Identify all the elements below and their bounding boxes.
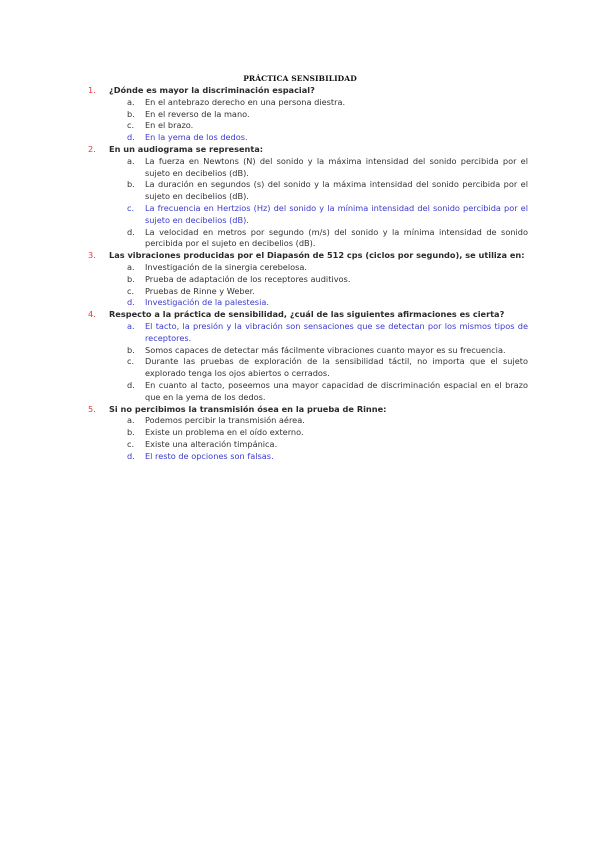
option-letter: b. bbox=[127, 344, 135, 355]
option-3d-correct bbox=[88, 297, 528, 309]
option-2a bbox=[88, 156, 528, 180]
option-5d-correct bbox=[88, 451, 528, 463]
question-number: 5. bbox=[88, 403, 96, 414]
option-letter: a. bbox=[127, 96, 135, 107]
option-1d-correct bbox=[88, 132, 528, 144]
option-4b bbox=[88, 345, 528, 357]
option-text: El resto de opciones son falsas. bbox=[145, 450, 274, 461]
option-text: Investigación de la palestesia. bbox=[145, 297, 269, 308]
question-number: 2. bbox=[88, 143, 96, 154]
option-letter: c. bbox=[127, 356, 135, 367]
option-2c-correct bbox=[88, 203, 528, 227]
option-text: Prueba de adaptación de los receptores auditivos. bbox=[145, 273, 351, 284]
option-5a bbox=[88, 415, 528, 427]
option-text: En el antebrazo derecho en una persona diestra. bbox=[145, 96, 346, 107]
question-number: 3. bbox=[88, 250, 96, 261]
option-text: Somos capaces de detectar más fácilmente vibraciones cuanto mayor es su frecuencia. bbox=[145, 344, 506, 355]
question-1 bbox=[88, 85, 528, 97]
option-text: En la yema de los dedos. bbox=[145, 132, 248, 143]
option-5b bbox=[88, 427, 528, 439]
option-1b bbox=[88, 109, 528, 121]
option-letter: a. bbox=[127, 320, 135, 331]
option-letter: c. bbox=[127, 285, 135, 296]
option-letter: a. bbox=[127, 261, 135, 272]
option-text: Investigación de la sinergia cerebelosa. bbox=[145, 261, 308, 272]
question-text: En un audiograma se representa: bbox=[109, 143, 264, 154]
option-letter: d. bbox=[127, 297, 135, 308]
page-title: PRÁCTICA SENSIBILIDAD bbox=[243, 74, 357, 83]
option-letter: c. bbox=[127, 202, 135, 213]
option-4c bbox=[88, 356, 528, 380]
question-number: 4. bbox=[88, 309, 96, 320]
option-text: La frecuencia en Hertzios (Hz) del sonido y la mínima intensidad del sonido percibida por el sujeto en decibelios (dB). bbox=[145, 202, 528, 225]
option-4a-correct bbox=[88, 321, 528, 345]
option-3b bbox=[88, 274, 528, 286]
question-5 bbox=[88, 404, 528, 416]
option-text: Pruebas de Rinne y Weber. bbox=[145, 285, 255, 296]
question-text: Respecto a la práctica de sensibilidad, ¿cuál de las siguientes afirmaciones es cierta? bbox=[109, 309, 505, 320]
option-letter: a. bbox=[127, 415, 135, 426]
option-letter: b. bbox=[127, 427, 135, 438]
option-text: En el reverso de la mano. bbox=[145, 108, 250, 119]
option-letter: c. bbox=[127, 438, 135, 449]
option-text: Durante las pruebas de exploración de la sensibilidad táctil, no importa que el sujeto explorado tenga los ojos abiertos o cerrados. bbox=[145, 356, 528, 379]
option-text: En cuanto al tacto, poseemos una mayor capacidad de discriminación espacial en el brazo que en la yema de los dedos. bbox=[145, 379, 528, 402]
option-text: La fuerza en Newtons (N) del sonido y la máxima intensidad del sonido percibida por el sujeto en decibelios (dB). bbox=[145, 155, 528, 178]
question-number: 1. bbox=[88, 85, 96, 95]
option-letter: d. bbox=[127, 226, 135, 237]
option-1c bbox=[88, 120, 528, 132]
option-2d bbox=[88, 227, 528, 251]
question-4 bbox=[88, 309, 528, 321]
question-text: Las vibraciones producidas por el Diapasón de 512 cps (ciclos por segundo), se utiliza en: bbox=[109, 250, 525, 261]
question-2 bbox=[88, 144, 528, 156]
option-letter: b. bbox=[127, 273, 135, 284]
option-text: La velocidad en metros por segundo (m/s) del sonido y la mínima intensidad de sonido percibida por el sujeto en decibelios (dB). bbox=[145, 226, 528, 249]
option-text: La duración en segundos (s) del sonido y la máxima intensidad del sonido percibida por el sujeto en decibelios (dB). bbox=[145, 179, 528, 202]
option-letter: d. bbox=[127, 132, 135, 143]
option-letter: d. bbox=[127, 450, 135, 461]
option-letter: b. bbox=[127, 108, 135, 119]
option-text: Existe una alteración timpánica. bbox=[145, 438, 278, 449]
option-letter: b. bbox=[127, 179, 135, 190]
option-text: En el brazo. bbox=[145, 120, 194, 131]
question-text: ¿Dónde es mayor la discriminación espacial? bbox=[109, 85, 315, 95]
question-text: Si no percibimos la transmisión ósea en la prueba de Rinne: bbox=[109, 403, 387, 414]
question-list bbox=[88, 85, 528, 463]
option-letter: c. bbox=[127, 120, 135, 131]
question-3 bbox=[88, 250, 528, 262]
option-3c bbox=[88, 286, 528, 298]
option-5c bbox=[88, 439, 528, 451]
option-text: Existe un problema en el oído externo. bbox=[145, 427, 304, 438]
option-4d bbox=[88, 380, 528, 404]
option-text: Podemos percibir la transmisión aérea. bbox=[145, 415, 305, 426]
option-1a bbox=[88, 97, 528, 109]
option-2b bbox=[88, 179, 528, 203]
option-letter: d. bbox=[127, 379, 135, 390]
option-text: El tacto, la presión y la vibración son sensaciones que se detectan por los mismos tipos de receptores. bbox=[145, 320, 528, 343]
option-letter: a. bbox=[127, 155, 135, 166]
option-3a bbox=[88, 262, 528, 274]
